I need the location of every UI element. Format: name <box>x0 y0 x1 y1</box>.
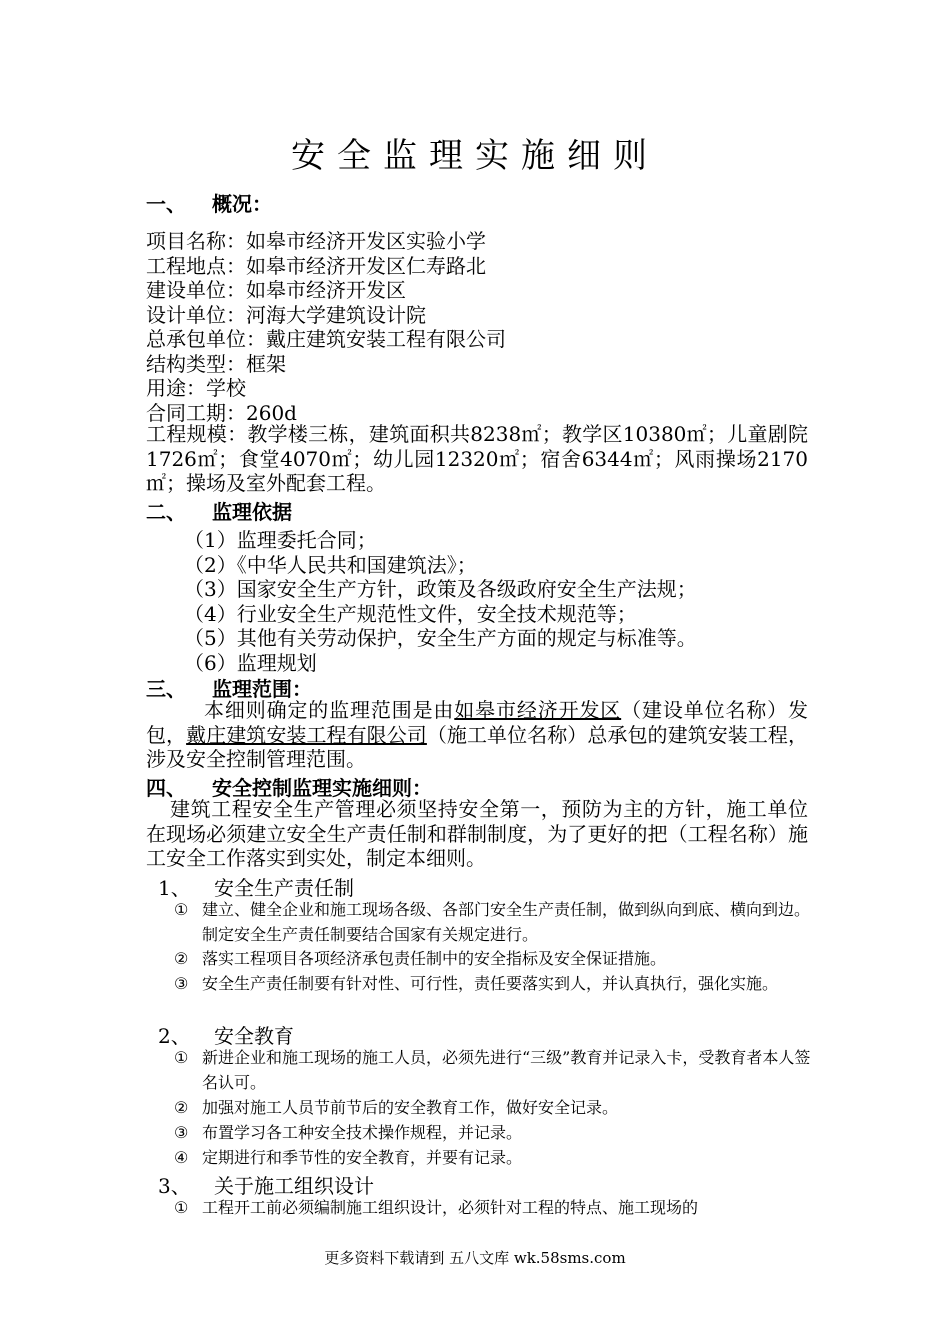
basis-item: （1）监理委托合同； <box>184 528 377 552</box>
overview-line: 工程地点：如皋市经济开发区仁寿路北 <box>146 254 486 278</box>
overview-line: 结构类型：框架 <box>146 352 286 376</box>
item-text: 工程开工前必须编制施工组织设计，必须针对工程的特点、施工现场的 <box>202 1198 699 1217</box>
basis-item: （4）行业安全生产规范性文件，安全技术规范等； <box>184 602 637 626</box>
item-marker: ③ <box>174 1123 189 1142</box>
subsection-title: 安全生产责任制 <box>214 876 354 900</box>
project-scale-paragraph: 工程规模：教学楼三栋，建筑面积共8238㎡；教学区10380㎡；儿童剧院1726㎡；食堂4070㎡；幼儿园12320㎡；宿舍6344㎡；风雨操场2170㎡；操场及室外配套工程。 <box>146 422 808 495</box>
subsection-title: 安全教育 <box>214 1024 294 1048</box>
overview-line: 项目名称：如皋市经济开发区实验小学 <box>146 229 486 253</box>
scope-text: 本细则确定的监理范围是由 <box>204 698 455 722</box>
basis-item: （5）其他有关劳动保护，安全生产方面的规定与标准等。 <box>184 626 697 650</box>
overview-line: 设计单位：河海大学建筑设计院 <box>146 303 426 327</box>
item-marker: ① <box>174 1198 189 1217</box>
list-item <box>174 1045 814 1095</box>
item-marker: ② <box>174 949 189 968</box>
basis-item: （3）国家安全生产方针，政策及各级政府安全生产法规； <box>184 577 697 601</box>
list-item <box>174 1120 814 1145</box>
scope-paragraph <box>146 698 808 772</box>
section-heading-2 <box>146 496 292 525</box>
scope-text: （建设单位名称）发包， <box>146 698 809 747</box>
page-footer: 更多资料下载请到 五八文库 wk.58sms.com <box>324 1249 626 1267</box>
section-number: 三、 <box>146 677 186 701</box>
document-title: 安全监理实施细则 <box>291 136 659 176</box>
overview-line: 建设单位：如皋市经济开发区 <box>146 278 406 302</box>
section-title: 监理范围： <box>212 677 312 701</box>
basis-item: （6）监理规划 <box>184 651 317 675</box>
overview-line: 合同工期：260d <box>146 401 297 425</box>
list-item <box>174 1095 814 1120</box>
subsection-number: 2、 <box>158 1024 191 1048</box>
item-text: 新进企业和施工现场的施工人员，必须先进行“三级”教育并记录入卡，受教育者本人签名认可。 <box>202 1048 811 1092</box>
item-text: 布置学习各工种安全技术操作规程，并记录。 <box>202 1123 523 1142</box>
section-number: 二、 <box>146 500 186 524</box>
item-text: 加强对施工人员节前节后的安全教育工作，做好安全记录。 <box>202 1098 619 1117</box>
item-text: 安全生产责任制要有针对性、可行性，责任要落实到人，并认真执行，强化实施。 <box>202 974 779 993</box>
list-item <box>174 1195 814 1220</box>
scope-text: （施工单位名称）总承包的建筑安装工程，涉及安全控制管理范围。 <box>146 722 808 771</box>
owner-name: 如皋市经济开发区 <box>454 698 622 722</box>
item-marker: ③ <box>174 974 189 993</box>
section-title: 概况： <box>212 192 272 216</box>
section-title: 安全控制监理实施细则： <box>212 776 432 800</box>
item-text: 定期进行和季节性的安全教育，并要有记录。 <box>202 1148 523 1167</box>
list-item <box>174 897 814 947</box>
item-marker: ④ <box>174 1148 189 1167</box>
section-number: 四、 <box>146 776 186 800</box>
item-text: 落实工程项目各项经济承包责任制中的安全指标及安全保证措施。 <box>202 949 667 968</box>
subsection-title: 关于施工组织设计 <box>214 1174 374 1198</box>
list-item <box>174 971 814 996</box>
item-marker: ② <box>174 1098 189 1117</box>
list-item <box>174 1145 814 1170</box>
section-title: 监理依据 <box>212 500 292 524</box>
list-item <box>174 946 814 971</box>
overview-line: 用途：学校 <box>146 376 246 400</box>
intro-paragraph: 建筑工程安全生产管理必须坚持安全第一，预防为主的方针，施工单位在现场必须建立安全生产责任制和群制制度，为了更好的把（工程名称）施工安全工作落实到实处，制定本细则。 <box>146 797 808 870</box>
contractor-name: 戴庄建筑安装工程有限公司 <box>186 722 427 747</box>
item-text: 建立、健全企业和施工现场各级、各部门安全生产责任制，做到纵向到底、横向到边。制定安全生产责任制要结合国家有关规定进行。 <box>202 900 811 944</box>
section-heading-1 <box>146 188 272 217</box>
subsection-number: 3、 <box>158 1174 191 1198</box>
section-number: 一、 <box>146 192 186 216</box>
basis-item: （2）《中华人民共和国建筑法》； <box>184 553 477 577</box>
subsection-number: 1、 <box>158 876 191 900</box>
overview-line: 总承包单位：戴庄建筑安装工程有限公司 <box>146 327 506 351</box>
item-marker: ① <box>174 1048 189 1067</box>
item-marker: ① <box>174 900 189 919</box>
